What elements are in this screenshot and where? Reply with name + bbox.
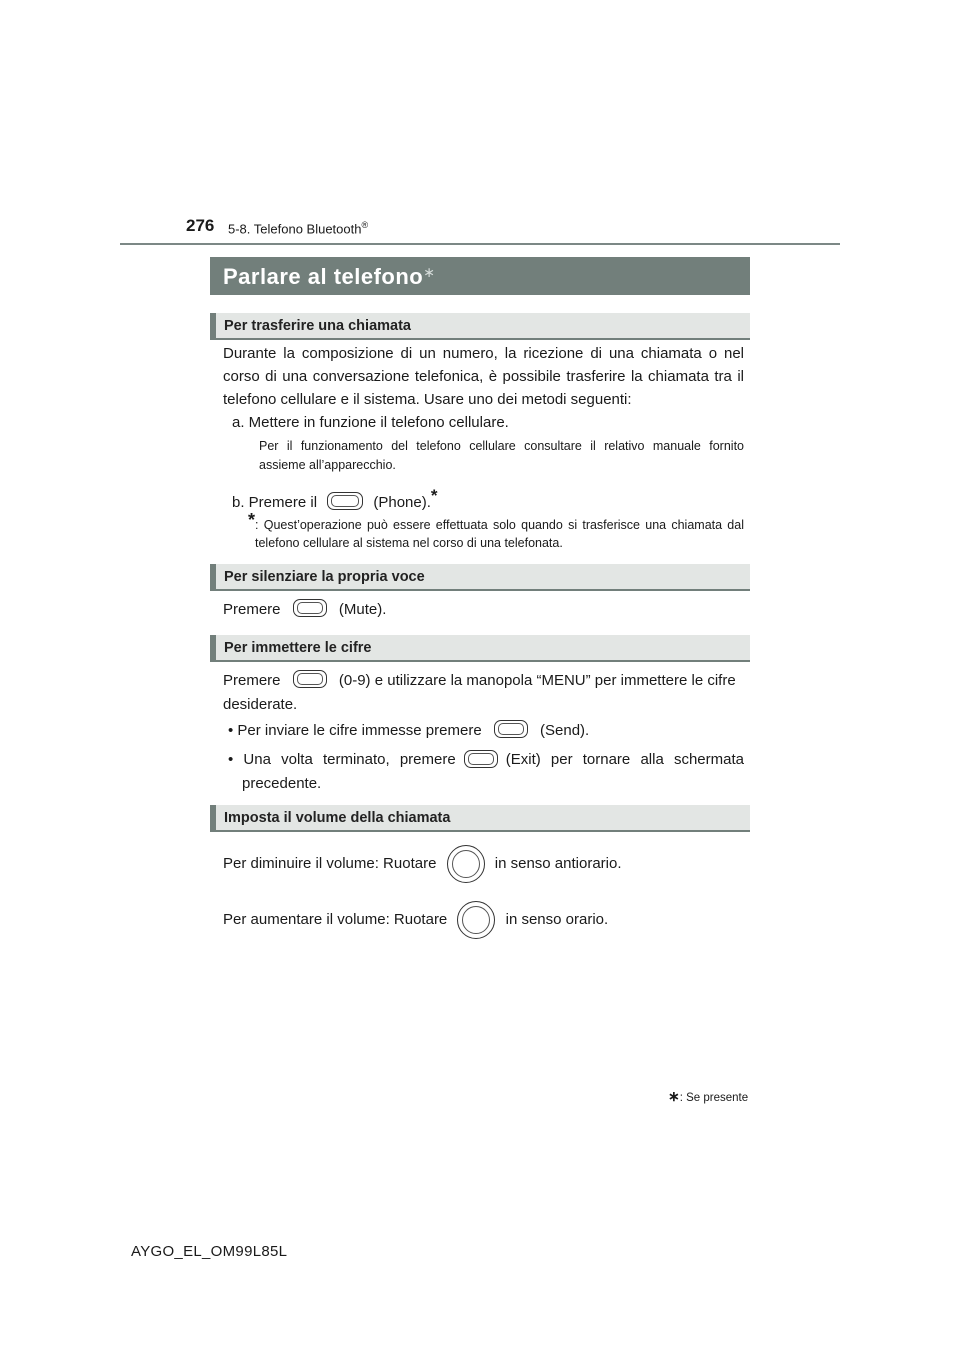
step-a: a. Mettere in funzione il telefono cellulare. xyxy=(232,414,509,431)
transfer-intro: Durante la composizione di un numero, la ricezione di una chiamata o nel corso di una conversazione telefonica, è possibile trasferire la chiamata tra il telefono cellulare e il sistema. Usare uno dei metodi seguenti: xyxy=(223,345,744,408)
volume-decrease-label: in senso antiorario. xyxy=(494,855,622,872)
bullet-exit-label: (Exit) per tornare alla schermata xyxy=(505,751,744,768)
send-button-icon xyxy=(494,720,528,738)
knob-icon xyxy=(457,901,495,939)
page-number: 276 xyxy=(186,216,215,235)
bullet-send-label: (Send). xyxy=(540,722,590,739)
step-a-note: Per il funzionamento del telefono cellulare consultare il relativo manuale fornito assieme all’apparecchio. xyxy=(259,439,744,472)
volume-increase xyxy=(223,901,608,939)
footnote-text: : Quest’operazione può essere effettuata solo quando si trasferisce una chiamata dal telefono cellulare al sistema nel corso di una telefonata. xyxy=(255,518,744,550)
document-code: AYGO_EL_OM99L85L xyxy=(131,1243,288,1260)
bullet-exit-text: • Una volta terminato, premere xyxy=(228,751,456,768)
bullet-send-text: • Per inviare le cifre immesse premere xyxy=(228,722,482,739)
mute-text: Premere xyxy=(223,601,281,618)
section-title-bar xyxy=(210,257,750,295)
chapter-title: 5-8. Telefono Bluetooth xyxy=(228,221,362,237)
mute-button-icon xyxy=(293,599,327,617)
header-rule xyxy=(120,243,840,245)
bullet-exit-cont: precedente. xyxy=(242,775,322,792)
chapter-heading xyxy=(228,220,368,236)
volume-increase-label: in senso orario. xyxy=(505,911,609,928)
step-b-label: (Phone). xyxy=(373,494,431,511)
phone-button-icon xyxy=(327,492,363,510)
volume-decrease-text: Per diminuire il volume: Ruotare xyxy=(223,855,437,872)
exit-button-icon xyxy=(464,750,498,768)
digits-instruction-cont: desiderate. xyxy=(223,696,298,713)
section-title: Parlare al telefono xyxy=(223,264,424,289)
volume-decrease xyxy=(223,845,622,883)
subheading-digits: Per immettere le cifre xyxy=(210,635,750,662)
transfer-footnote xyxy=(248,510,744,552)
bullet-send xyxy=(228,719,589,742)
digits-text: Premere xyxy=(223,672,281,689)
digits-instruction xyxy=(223,669,736,692)
optional-footnote-mark: ∗ xyxy=(668,1088,680,1104)
subheading-volume: Imposta il volume della chiamata xyxy=(210,805,750,832)
step-b-text: b. Premere il xyxy=(232,494,318,511)
registered-mark: ® xyxy=(361,220,369,230)
volume-increase-text: Per aumentare il volume: Ruotare xyxy=(223,911,448,928)
subheading-transfer: Per trasferire una chiamata xyxy=(210,313,750,340)
knob-icon xyxy=(447,845,485,883)
bullet-exit xyxy=(228,748,744,771)
step-b-mark: * xyxy=(430,486,438,505)
optional-footnote xyxy=(668,1088,748,1105)
optional-footnote-text: : Se presente xyxy=(679,1092,749,1104)
digits-button-icon xyxy=(293,670,327,688)
mute-instruction xyxy=(223,598,386,621)
subheading-mute: Per silenziare la propria voce xyxy=(210,564,750,591)
mute-label: (Mute). xyxy=(338,601,387,618)
footnote-mark: * xyxy=(248,510,256,530)
digits-label: (0-9) e utilizzare la manopola “MENU” per immettere le cifre xyxy=(338,672,736,689)
optional-mark: ∗ xyxy=(423,264,436,280)
